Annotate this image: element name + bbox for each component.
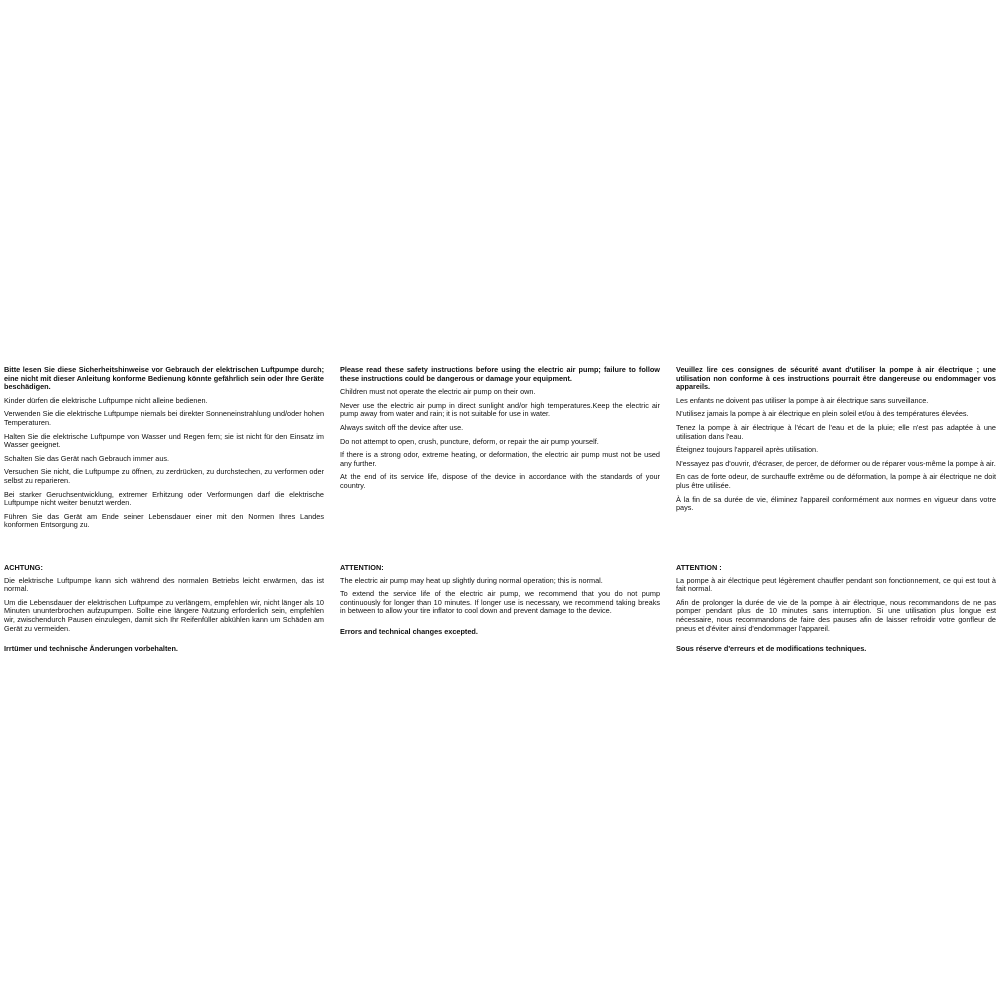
french-item-5: N'essayez pas d'ouvrir, d'écraser, de percer, de déformer ou de réparer vous-même la pompe à air. [676,458,996,468]
french-item-1: Les enfants ne doivent pas utiliser la pompe à air électrique sans surveillance. [676,395,929,405]
german-footer: Irrtümer und technische Änderungen vorbehalten. [4,644,178,654]
german-attention-item-2: Um die Lebensdauer der elektrischen Luftpumpe zu verlängern, empfehlen wir, nicht länger als 10 Minuten ununterbrochen aufzupumpen. Sollte eine längere Nutzung erforderlich sein, empfehlen wir, zwischendurch Pausen einzulegen, damit sich Ihr Reifenfüller abkühlen kann um Schäden am Gerät zu vermeiden. [4,597,324,633]
english-footer: Errors and technical changes excepted. [340,626,478,636]
french-item-7: À la fin de sa durée de vie, éliminez l'appareil conformément aux normes en vigueur dans votre pays. [676,494,996,513]
english-attention-item-1: The electric air pump may heat up slightly during normal operation; this is normal. [340,575,603,585]
english-column [340,365,660,636]
german-column [4,365,324,654]
german-item-4: Schalten Sie das Gerät nach Gebrauch immer aus. [4,453,170,463]
german-item-5: Versuchen Sie nicht, die Luftpumpe zu öffnen, zu zerdrücken, zu durchstechen, zu verformen oder selbst zu reparieren. [4,467,324,485]
german-attention-heading: ACHTUNG: [4,563,43,572]
french-attention-item-1: La pompe à air électrique peut légèrement chauffer pendant son fonctionnement, ce qui est tout à fait normal. [676,575,996,594]
english-item-6: At the end of its service life, dispose of the device in accordance with the standards of your country. [340,472,660,490]
french-item-6: En cas de forte odeur, de surchauffe extrême ou de déformation, la pompe à air électrique ne doit plus être utilisée. [676,472,996,490]
french-footer: Sous réserve d'erreurs et de modifications techniques. [676,644,867,654]
french-attention-heading: ATTENTION : [676,563,722,572]
french-item-4: Éteignez toujours l'appareil après utilisation. [676,445,819,455]
german-attention-item-1: Die elektrische Luftpumpe kann sich während des normalen Betriebs leicht erwärmen, das ist normal. [4,575,324,594]
german-item-1: Kinder dürfen die elektrische Luftpumpe nicht alleine bedienen. [4,395,208,405]
english-intro: Please read these safety instructions before using the electric air pump; failure to follow these instructions could be dangerous or damage your equipment. [340,365,660,383]
english-item-5: If there is a strong odor, extreme heating, or deformation, the electric air pump must not be used any further. [340,450,660,468]
english-item-3: Always switch off the device after use. [340,422,464,432]
german-attention-section [4,564,324,659]
english-attention-heading: ATTENTION: [340,563,384,572]
english-item-1: Children must not operate the electric air pump on their own. [340,387,536,397]
french-column [676,365,996,654]
french-attention-item-2: Afin de prolonger la durée de vie de la pompe à air électrique, nous recommandons de ne pas pomper pendant plus de 10 minutes sans interruption. Si une utilisation plus longue est nécessaire, nous recommandons de faire des pauses afin de laisser refroidir votre gonfleur de pneus et d'éviter ainsi d'endommager l'appareil. [676,597,996,633]
german-item-2: Verwenden Sie die elektrische Luftpumpe niemals bei direkter Sonneneinstrahlung und/oder hohen Temperaturen. [4,409,324,427]
french-intro: Veuillez lire ces consignes de sécurité avant d'utiliser la pompe à air électrique ; une utilisation non conforme à ces instructions pourrait être dangereuse ou endommager vos appareils. [676,365,996,392]
german-item-3: Halten Sie die elektrische Luftpumpe von Wasser und Regen fern; sie ist nicht für den Einsatz im Wasser geeignet. [4,431,324,450]
french-item-2: N'utilisez jamais la pompe à air électrique en plein soleil et/ou à des températures élevées. [676,409,969,419]
english-item-4: Do not attempt to open, crush, puncture, deform, or repair the air pump yourself. [340,436,599,446]
english-item-2: Never use the electric air pump in direct sunlight and/or high temperatures.Keep the electric air pump away from water and rain; it is not suitable for use in water. [340,400,660,419]
english-attention-section [340,564,660,642]
german-item-6: Bei starker Geruchsentwicklung, extremer Erhitzung oder Verformungen darf die elektrische Luftpumpe nicht weiter benutzt werden. [4,489,324,508]
german-intro: Bitte lesen Sie diese Sicherheitshinweise vor Gebrauch der elektrischen Luftpumpe durch; eine nicht mit dieser Anleitung konforme Bedienung könnte gefährlich sein oder Ihre Geräte beschädigen. [4,365,324,392]
french-attention-section [676,564,996,659]
german-item-7: Führen Sie das Gerät am Ende seiner Lebensdauer einer mit den Normen Ihres Landes konformen Entsorgung zu. [4,511,324,530]
french-item-3: Tenez la pompe à air électrique à l'écart de l'eau et de la pluie; elle n'est pas adaptée à une utilisation dans l'eau. [676,422,996,441]
english-attention-item-2: To extend the service life of the electric air pump, we recommend that you do not pump continuously for longer than 10 minutes. If longer use is necessary, we recommend taking breaks in between to allow your tire inflator to cool down and prevent damage to the device. [340,589,660,616]
